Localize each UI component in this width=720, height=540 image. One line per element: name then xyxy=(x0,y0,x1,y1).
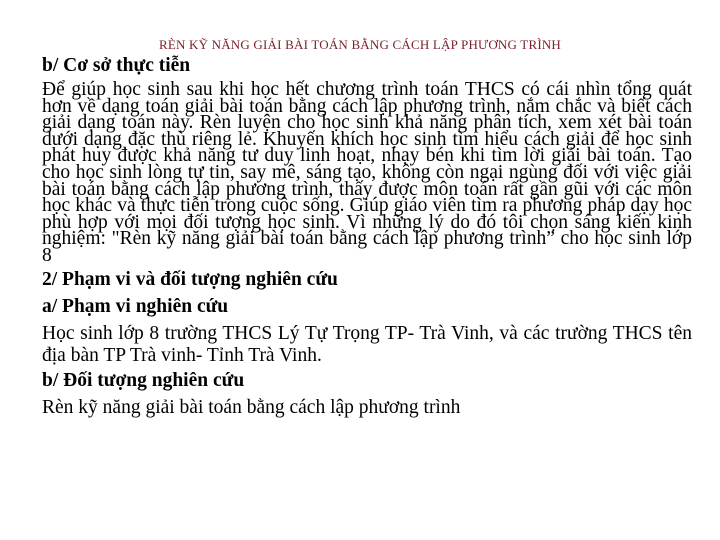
section-heading-scope-and-subject: 2/ Phạm vi và đối tượng nghiên cứu xyxy=(42,268,338,290)
document-body xyxy=(42,55,692,419)
section-heading-research-subject: b/ Đối tượng nghiên cứu xyxy=(42,369,245,391)
paragraph-practical-basis: Để giúp học sinh sau khi học hết chương trình toán THCS có cái nhìn tổng quát hơn về dạng toán giải bài toán bằng cách lập phương trình, nắm chắc và biết cách giải dạng toán này. Rèn luyện cho học sinh khả năng phân tích, xem xét bài toán dưới dạng đặc thù riêng lẻ. Khuyến khích học sinh tìm hiểu cách giải để học sinh phát huy được khả năng tư duy linh hoạt, nhạy bén khi tìm lời giải bài toán. Tạo cho học sinh lòng tự tin, say mê, sáng tạo, không còn ngại ngùng đối với việc giải bài toán bằng cách lập phương trình, thấy được môn toán rất gần gũi với các môn học khác và thực tiễn trong cuộc sống. Giúp giáo viên tìm ra phương pháp dạy học phù hợp với mọi đối tượng học sinh. Vì những lý do đó tôi chọn sáng kiến kinh nghiệm: "Rèn kỹ năng giải bài toán bằng cách lập phương trình” cho học sinh lớp 8 xyxy=(42,79,692,266)
document-title: RÈN KỸ NĂNG GIẢI BÀI TOÁN BẰNG CÁCH LẬP PHƯƠNG TRÌNH xyxy=(158,37,562,52)
paragraph-research-subject: Rèn kỹ năng giải bài toán bằng cách lập phương trình xyxy=(42,396,461,418)
section-heading-research-scope: a/ Phạm vi nghiên cứu xyxy=(42,295,229,317)
paragraph-research-scope: Học sinh lớp 8 trường THCS Lý Tự Trọng TP- Trà Vinh, và các trường THCS tên địa bàn TP Trà vinh- Tỉnh Trà Vinh. xyxy=(42,322,692,366)
section-heading-practical-basis: b/ Cơ sở thực tiễn xyxy=(42,55,191,76)
